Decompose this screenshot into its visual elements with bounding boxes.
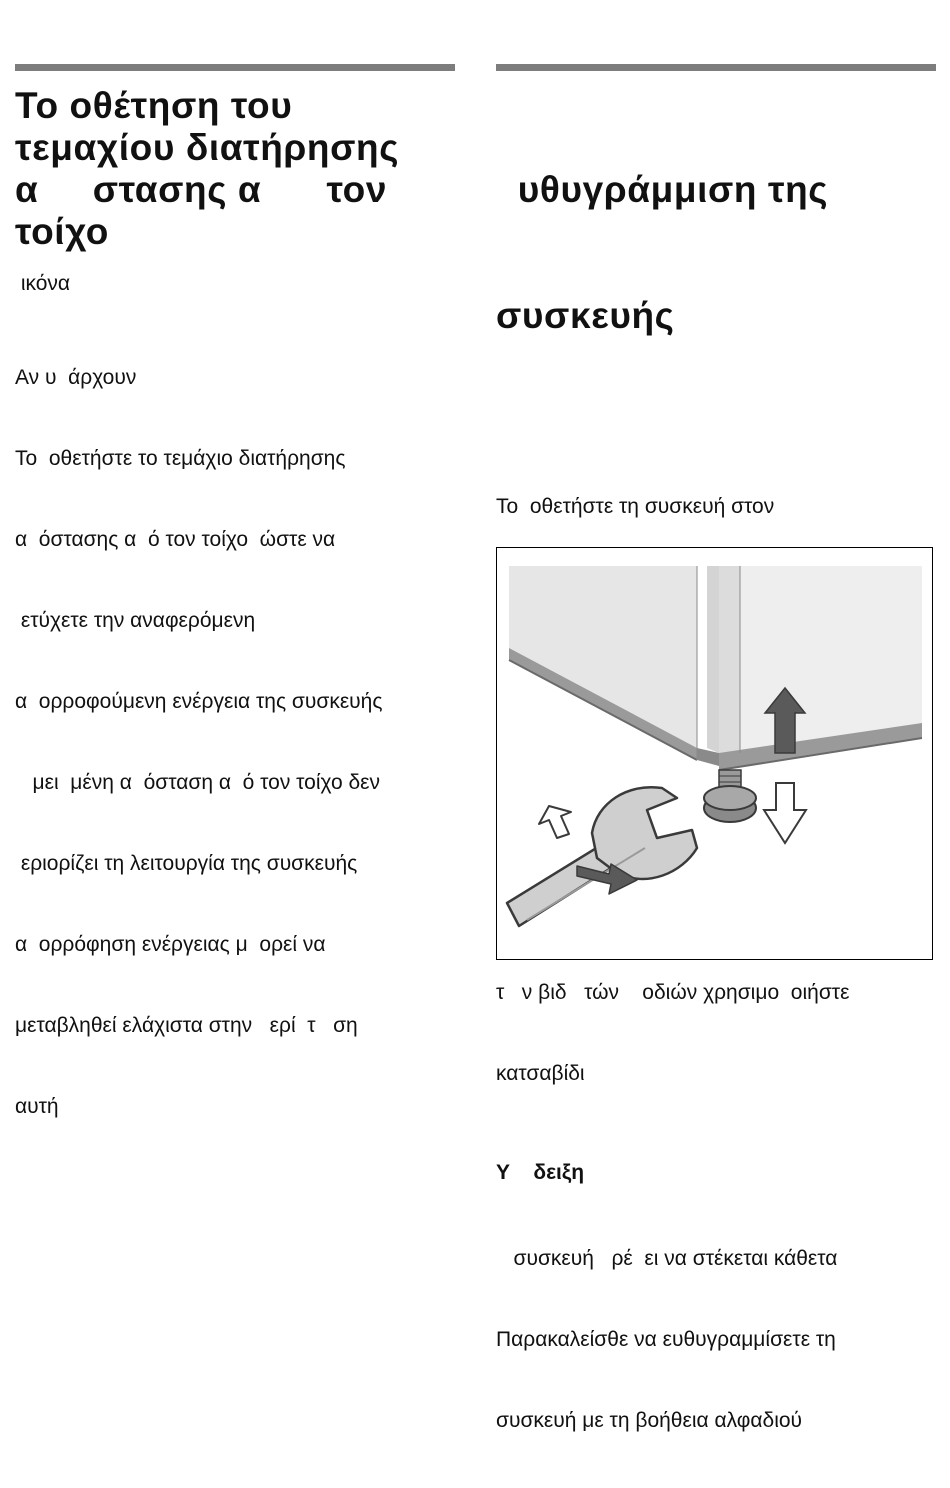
wrench-icon xyxy=(507,787,697,926)
adjustable-foot-icon xyxy=(704,770,756,822)
left-title-line: α στασης α τον xyxy=(15,169,388,210)
left-note-line: μει μένη α όσταση α ό τον τοίχο δεν xyxy=(15,771,381,794)
figure-reference xyxy=(15,270,455,297)
figure-reference-text: ικόνα xyxy=(15,272,71,295)
left-note-line: Το οθετήστε το τεμάχιο διατήρησης xyxy=(15,447,346,470)
left-note-line: Αν υ άρχουν xyxy=(15,366,137,389)
left-note-line: εριορίζει τη λειτουργία της συσκευής xyxy=(15,852,358,875)
right-note-line: συσκευή ρέ ει να στέκεται κάθετα xyxy=(496,1247,838,1270)
arrow-down-icon xyxy=(764,783,806,843)
right-note-line: Παρακαλείσθε να ευθυγραμμίσετε τη xyxy=(496,1328,836,1351)
left-note-line: αυτή xyxy=(15,1095,59,1118)
left-title-line: τεμαχίου διατήρησης xyxy=(15,127,400,168)
note-heading: Υ δειξη xyxy=(496,1161,585,1184)
left-title-line: τοίχο xyxy=(15,211,109,252)
left-column xyxy=(15,64,455,1174)
right-title-line: υθυγράμμιση της xyxy=(496,169,829,210)
right-note-line: συσκευή με τη βοήθεια αλφαδιού xyxy=(496,1409,803,1432)
right-intro-line: κατσαβίδι xyxy=(496,1062,585,1085)
right-title-line: συσκευής xyxy=(496,295,675,336)
levelling-illustration xyxy=(496,547,933,960)
right-intro-line: Το οθετήστε τη συσκευή στον xyxy=(496,495,775,518)
right-note xyxy=(496,1191,936,1488)
section-rule-right xyxy=(496,64,936,71)
section-rule-left xyxy=(15,64,455,71)
left-title-line: Το οθέτηση του xyxy=(15,85,293,126)
left-note-line: α ορροφούμενη ενέργεια της συσκευής xyxy=(15,690,383,713)
left-note xyxy=(15,310,455,1174)
levelling-illustration-svg xyxy=(497,548,932,959)
left-section-title xyxy=(15,71,455,253)
left-note-line: μεταβληθεί ελάχιστα στην ερί τ ση xyxy=(15,1014,358,1037)
left-note-line: ετύχετε την αναφερόμενη xyxy=(15,609,256,632)
right-section-title xyxy=(496,71,936,421)
left-note-line: α όστασης α ό τον τοίχο ώστε να xyxy=(15,528,336,551)
left-note-line: α ορρόφηση ενέργειας μ ορεί να xyxy=(15,933,326,956)
right-intro-line: τ ν βιδ τών οδιών χρησιμο οιήστε xyxy=(496,981,850,1004)
appliance-base-icon xyxy=(509,566,922,770)
